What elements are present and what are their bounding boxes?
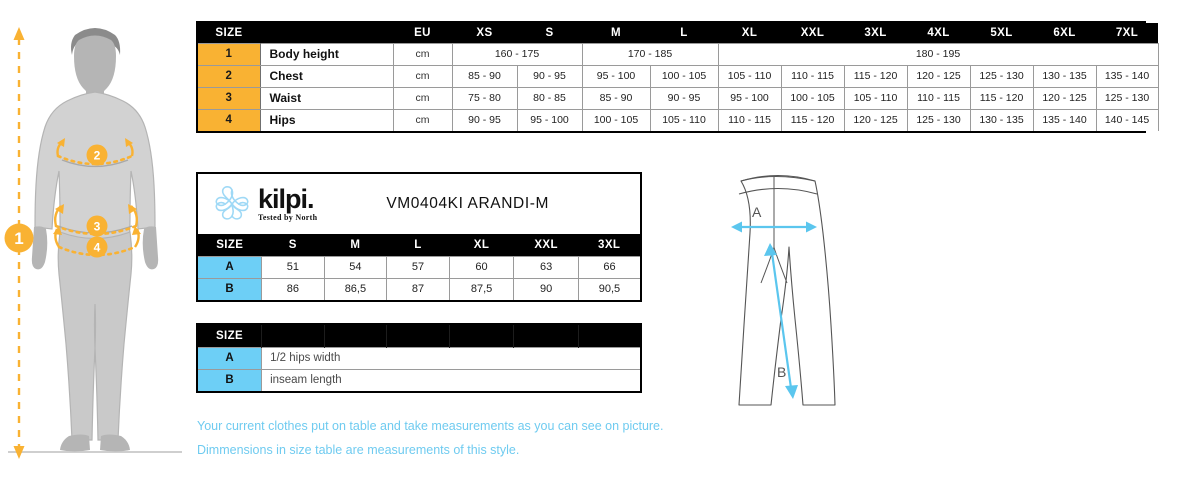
product-table-col-size: SIZE <box>198 234 262 257</box>
row-value: 120 - 125 <box>907 66 970 88</box>
row-number-badge: 3 <box>198 88 260 110</box>
table-row <box>198 66 1158 88</box>
product-row-value: 57 <box>387 257 450 279</box>
row-value: 110 - 115 <box>907 88 970 110</box>
row-value: 90 - 95 <box>452 110 517 132</box>
product-row-value: 51 <box>262 257 325 279</box>
row-value: 90 - 95 <box>517 66 582 88</box>
legend-col-blank-1 <box>262 325 325 348</box>
measurement-notes <box>197 414 897 462</box>
product-code: VM0404KI ARANDI-M <box>386 195 549 212</box>
row-value: 95 - 100 <box>582 66 650 88</box>
measure-a-label: A <box>752 204 762 220</box>
product-row-value: 63 <box>514 257 579 279</box>
body-size-table <box>196 21 1150 133</box>
legend-col-blank-2 <box>324 325 387 348</box>
row-value: 75 - 80 <box>452 88 517 110</box>
body-table-col-4xl: 4XL <box>907 23 970 44</box>
legend-row-key: B <box>198 370 262 392</box>
body-table-col-xxl: XXL <box>781 23 844 44</box>
body-table-col-5xl: 5XL <box>970 23 1033 44</box>
row-value-merged: 170 - 185 <box>582 44 718 66</box>
table-row <box>198 110 1158 132</box>
product-table-col-3xl: 3XL <box>578 234 640 257</box>
product-row-value: 86 <box>262 279 325 301</box>
row-value: 105 - 110 <box>844 88 907 110</box>
row-value: 85 - 90 <box>452 66 517 88</box>
celtic-knot-icon <box>212 182 252 226</box>
row-number-badge: 4 <box>198 110 260 132</box>
body-table-col-6xl: 6XL <box>1033 23 1096 44</box>
legend-row-key: A <box>198 348 262 370</box>
product-row-value: 60 <box>449 257 514 279</box>
body-table-body <box>198 44 1158 132</box>
row-value: 110 - 115 <box>781 66 844 88</box>
row-measure-label: Body height <box>260 44 393 66</box>
table-row <box>198 44 1158 66</box>
row-value: 115 - 120 <box>970 88 1033 110</box>
body-table-col-size: SIZE <box>198 23 260 44</box>
row-value: 140 - 145 <box>1096 110 1158 132</box>
row-value: 120 - 125 <box>844 110 907 132</box>
row-number-badge: 1 <box>198 44 260 66</box>
product-table-header-row <box>198 234 640 257</box>
product-size-table <box>196 172 642 302</box>
product-row-value: 87 <box>387 279 450 301</box>
legend-row-description: inseam length <box>262 370 640 392</box>
product-row-key: A <box>198 257 262 279</box>
product-table-col-xl: XL <box>449 234 514 257</box>
body-table-col-s: S <box>517 23 582 44</box>
row-measure-label: Chest <box>260 66 393 88</box>
row-number-badge: 2 <box>198 66 260 88</box>
table-row <box>198 348 640 370</box>
legend-col-size: SIZE <box>198 325 262 348</box>
body-table-col-3xl: 3XL <box>844 23 907 44</box>
marker-label-3: 3 <box>93 219 101 234</box>
measure-b-label: B <box>777 364 787 380</box>
row-value: 120 - 125 <box>1033 88 1096 110</box>
marker-label-4: 4 <box>93 240 101 255</box>
legend-col-blank-5 <box>514 325 579 348</box>
kilpi-wordmark: kilpi. <box>258 184 314 214</box>
table-row <box>198 370 640 392</box>
row-value: 130 - 135 <box>970 110 1033 132</box>
product-row-value: 66 <box>578 257 640 279</box>
note-line-1: Your current clothes put on table and take measurements as you can see on picture. <box>197 419 664 433</box>
table-row <box>198 279 640 301</box>
product-table-col-s: S <box>262 234 325 257</box>
note-line-2: Dimmensions in size table are measurements of this style. <box>197 443 520 457</box>
height-measure-marker <box>5 224 34 253</box>
legend-col-blank-3 <box>387 325 450 348</box>
row-value: 100 - 105 <box>582 110 650 132</box>
body-table-col-l: L <box>650 23 718 44</box>
row-value: 100 - 105 <box>650 66 718 88</box>
product-row-value: 90,5 <box>578 279 640 301</box>
product-row-key: B <box>198 279 262 301</box>
product-row-value: 87,5 <box>449 279 514 301</box>
row-value: 135 - 140 <box>1033 110 1096 132</box>
table-row <box>198 257 640 279</box>
table-row <box>198 88 1158 110</box>
row-value: 95 - 100 <box>517 110 582 132</box>
row-value: 90 - 95 <box>650 88 718 110</box>
legend-col-blank-4 <box>449 325 514 348</box>
row-value-merged: 180 - 195 <box>718 44 1158 66</box>
row-value: 125 - 130 <box>1096 88 1158 110</box>
body-table-col-xs: XS <box>452 23 517 44</box>
legend-header-row <box>198 325 640 348</box>
row-measure-label: Waist <box>260 88 393 110</box>
row-value-merged: 160 - 175 <box>452 44 582 66</box>
legend-col-blank-6 <box>578 325 640 348</box>
row-value: 125 - 130 <box>970 66 1033 88</box>
row-unit: cm <box>393 66 452 88</box>
body-table-col-blank <box>260 23 393 44</box>
row-value: 115 - 120 <box>844 66 907 88</box>
kilpi-logo <box>198 182 317 226</box>
row-value: 110 - 115 <box>718 110 781 132</box>
product-row-value: 86,5 <box>324 279 387 301</box>
product-table-body <box>198 257 640 301</box>
product-row-value: 90 <box>514 279 579 301</box>
row-value: 100 - 105 <box>781 88 844 110</box>
row-unit: cm <box>393 110 452 132</box>
product-row-value: 54 <box>324 257 387 279</box>
row-measure-label: Hips <box>260 110 393 132</box>
body-table-col-xl: XL <box>718 23 781 44</box>
row-value: 80 - 85 <box>517 88 582 110</box>
product-table-col-xxl: XXL <box>514 234 579 257</box>
body-table-col-eu: EU <box>393 23 452 44</box>
legend-row-description: 1/2 hips width <box>262 348 640 370</box>
legend-table-body <box>198 348 640 392</box>
product-header <box>198 174 640 234</box>
kilpi-tagline: Tested by North <box>258 213 318 222</box>
row-value: 85 - 90 <box>582 88 650 110</box>
row-value: 115 - 120 <box>781 110 844 132</box>
row-unit: cm <box>393 88 452 110</box>
row-value: 135 - 140 <box>1096 66 1158 88</box>
body-measurement-figure <box>0 0 190 477</box>
body-table-col-m: M <box>582 23 650 44</box>
measurement-legend-table <box>196 323 642 393</box>
marker-label-2: 2 <box>93 148 101 163</box>
row-value: 130 - 135 <box>1033 66 1096 88</box>
row-value: 105 - 110 <box>718 66 781 88</box>
marker-label-1: 1 <box>14 229 24 248</box>
product-table-col-l: L <box>387 234 450 257</box>
row-value: 105 - 110 <box>650 110 718 132</box>
pants-diagram <box>700 163 930 418</box>
row-unit: cm <box>393 44 452 66</box>
body-table-header-row <box>198 23 1158 44</box>
body-table-col-7xl: 7XL <box>1096 23 1158 44</box>
row-value: 95 - 100 <box>718 88 781 110</box>
product-table-col-m: M <box>324 234 387 257</box>
row-value: 125 - 130 <box>907 110 970 132</box>
